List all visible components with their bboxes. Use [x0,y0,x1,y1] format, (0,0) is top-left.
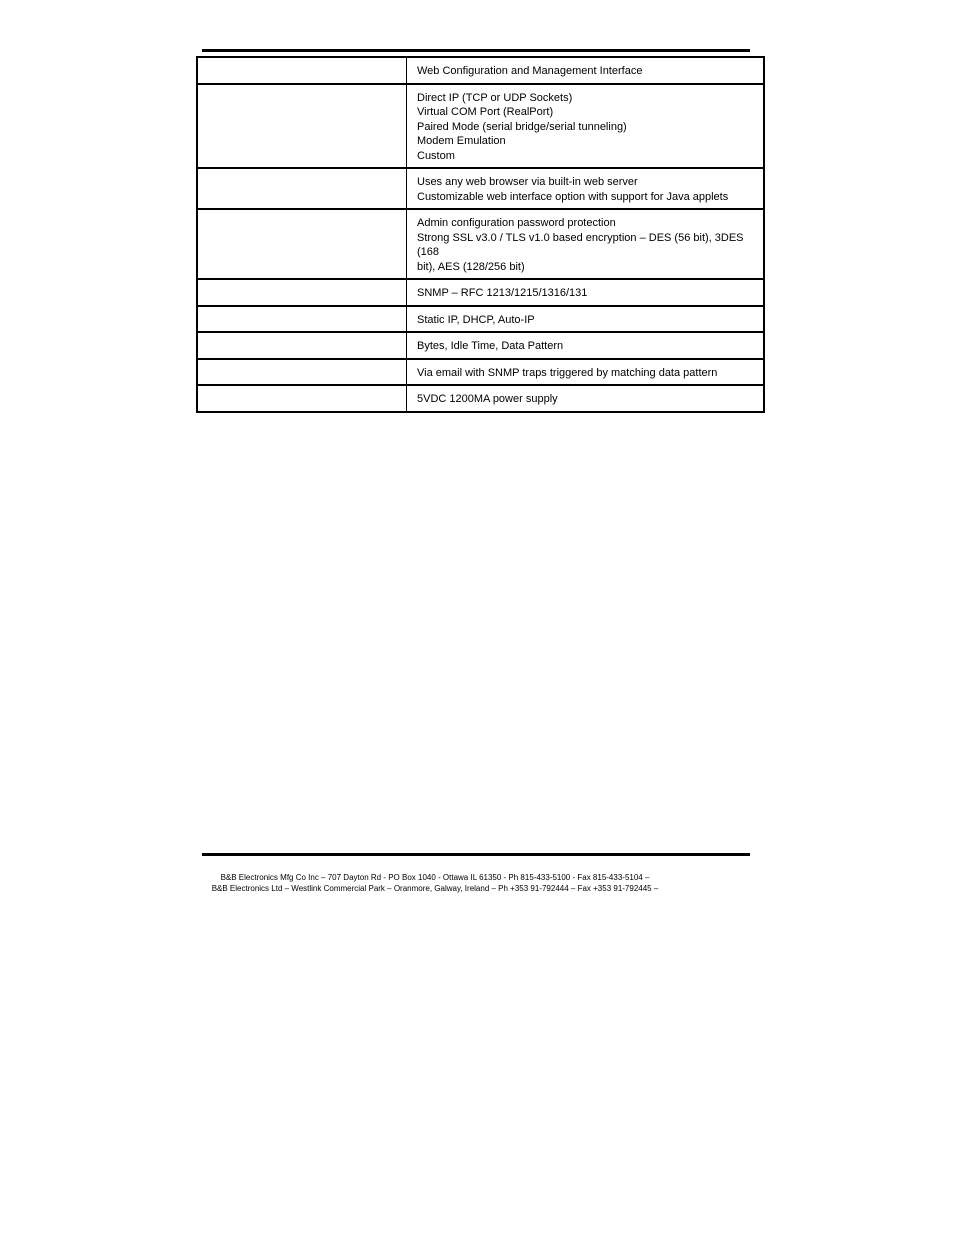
footer-address-us: B&B Electronics Mfg Co Inc – 707 Dayton Rd - PO Box 1040 - Ottawa IL 61350 - Ph 815-433-5100 - Fax 815-433-5104 – [220,873,650,882]
spec-value [406,360,763,385]
spec-value [406,58,763,83]
spec-value-line: Virtual COM Port (RealPort) [417,106,554,118]
spec-row [198,58,763,83]
spec-value-line: Bytes, Idle Time, Data Pattern [417,340,564,352]
spec-value-line: 5VDC 1200MA power supply [417,393,558,405]
spec-value [406,386,763,411]
spec-label [198,85,406,168]
spec-value [406,169,763,208]
spec-value-line: Uses any web browser via built-in web server [417,176,638,188]
spec-label [198,360,406,385]
spec-value [406,280,763,305]
spec-value-line: Customizable web interface option with support for Java applets [417,190,729,203]
spec-row [198,358,763,385]
spec-value-line: bit), AES (128/256 bit) [417,260,525,273]
spec-value-line: Paired Mode (serial bridge/serial tunneling) [417,120,627,133]
spec-value [406,333,763,358]
spec-row [198,167,763,208]
spec-label [198,386,406,411]
header-rule [202,49,750,52]
spec-label [198,333,406,358]
spec-label [198,210,406,278]
footer-address-ireland: B&B Electronics Ltd – Westlink Commercial Park – Oranmore, Galway, Ireland – Ph +353 91-792444 – Fax +353 91-792445 – [211,884,659,893]
spec-label [198,307,406,332]
spec-value-line: Via email with SNMP traps triggered by matching data pattern [417,366,718,379]
spec-value-line: Static IP, DHCP, Auto-IP [417,313,535,326]
spec-value-line: Modem Emulation [417,135,506,147]
company-footer [0,872,870,894]
spec-label [198,280,406,305]
spec-value-line: Admin configuration password protection [417,217,616,229]
spec-label [198,169,406,208]
spec-row [198,83,763,168]
spec-label [198,58,406,83]
spec-value-line: Custom [417,149,455,162]
spec-value-line: SNMP – RFC 1213/1215/1316/131 [417,287,588,299]
spec-value [406,307,763,332]
spec-value-line: Direct IP (TCP or UDP Sockets) [417,91,573,104]
spec-row [198,208,763,278]
spec-value [406,210,763,278]
spec-row [198,305,763,332]
spec-row [198,384,763,411]
spec-value-line: Strong SSL v3.0 / TLS v1.0 based encryption – DES (56 bit), 3DES (168 [417,231,747,258]
footer-rule [202,853,750,856]
spec-row [198,278,763,305]
spec-value-line: Web Configuration and Management Interface [417,65,643,77]
spec-row [198,331,763,358]
spec-table [196,56,765,413]
spec-value [406,85,763,168]
